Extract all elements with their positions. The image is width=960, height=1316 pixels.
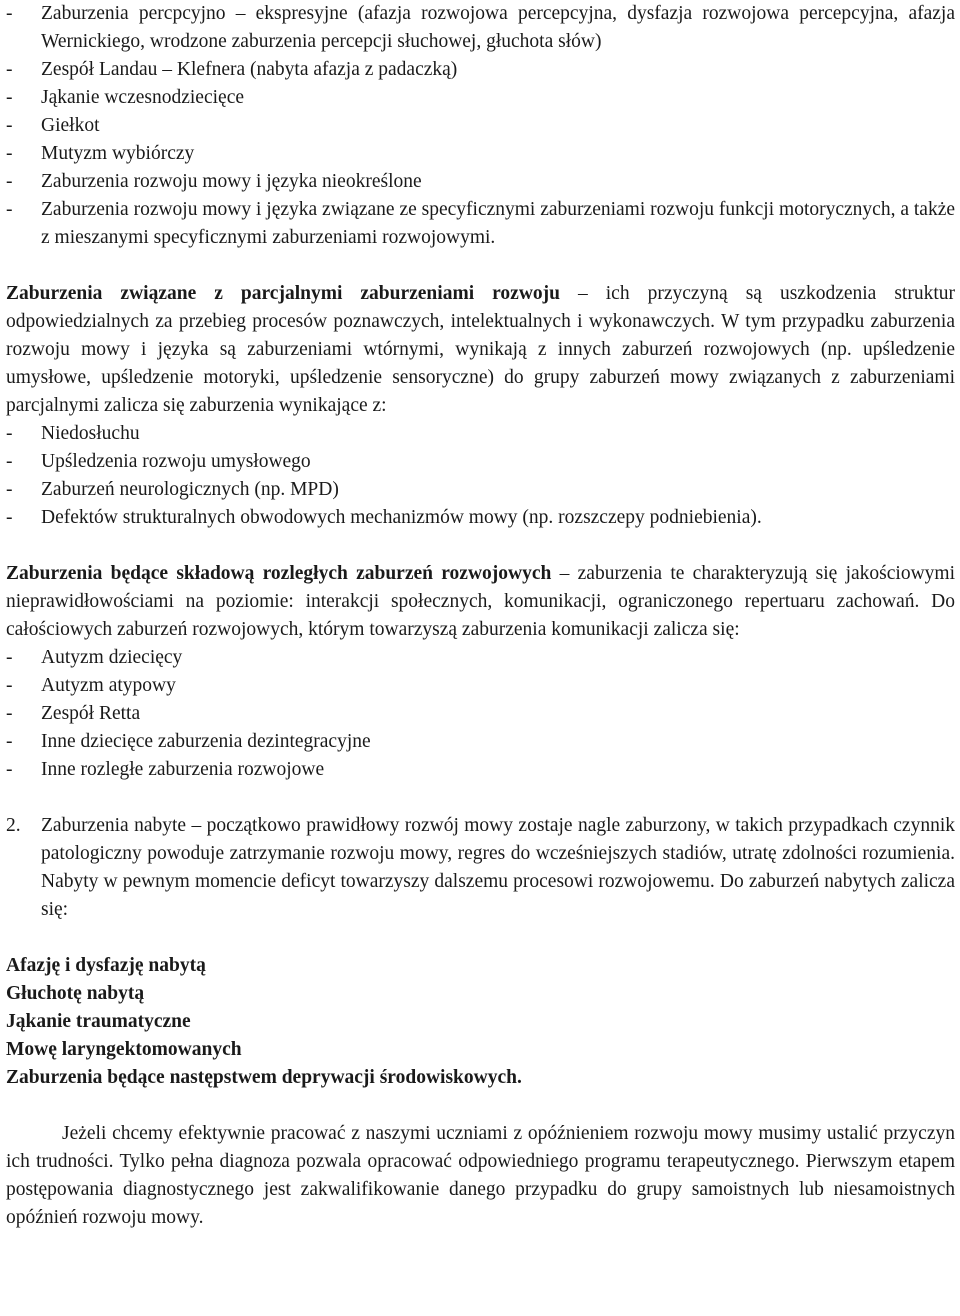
- pervasive-disorders-paragraph: [6, 560, 955, 644]
- acquired-item: Afazję i dysfazję nabytą: [6, 955, 206, 976]
- spacer: [6, 252, 955, 280]
- list-item: - Zespół Landau – Klefnera (nabyta afazja z padaczką): [6, 56, 955, 84]
- acquired-disorders-paragraph: [6, 812, 955, 924]
- spacer: [6, 532, 955, 560]
- partial-disorders-heading: Zaburzenia związane z parcjalnymi zaburzeniami rozwoju: [6, 283, 560, 304]
- list-item: - Zaburzeń neurologicznych (np. MPD): [6, 476, 955, 504]
- disorder-list-top: [6, 0, 955, 252]
- list-item: - Mutyzm wybiórczy: [6, 140, 955, 168]
- list-item: - Autyzm dziecięcy: [6, 644, 955, 672]
- list-item: - Autyzm atypowy: [6, 672, 955, 700]
- closing-paragraph: Jeżeli chcemy efektywnie pracować z naszymi uczniami z opóźnieniem rozwoju mowy musimy ustalić przyczyn ich trudności. Tylko pełna diagnoza pozwala opracować odpowiedniego programu terapeutycznego. Pierwszym etapem postępowania diagnostycznego jest zakwalifikowanie danego przypadku do grupy samoistnych lub niesamoistnych opóźnień rozwoju mowy.: [6, 1123, 955, 1228]
- acquired-disorders-list: [6, 952, 955, 1092]
- list-item: - Zaburzenia rozwoju mowy i języka związane ze specyficznymi zaburzeniami rozwoju funkcji motorycznych, a także z mieszanymi specyficznymi zaburzeniami rozwojowymi.: [6, 196, 955, 252]
- partial-disorders-list: [6, 420, 955, 532]
- acquired-item: Mowę laryngektomowanych: [6, 1039, 242, 1060]
- list-item: - Inne dziecięce zaburzenia dezintegracyjne: [6, 728, 955, 756]
- pervasive-disorders-list: [6, 644, 955, 784]
- pervasive-disorders-text: – zaburzenia te charakteryzują się jakościowymi nieprawidłowościami na poziomie: interakcji społecznych, komunikacji, ograniczonego repertuaru zachowań. Do całościowych zaburzeń rozwojowych, którym towarzyszą zaburzenia komunikacji zalicza się:: [6, 563, 956, 640]
- list-item: - Zaburzenia percpcyjno – ekspresyjne (afazja rozwojowa percepcyjna, dysfazja rozwojowa percepcyjna, afazja Wernickiego, wrodzone zaburzenia percepcji słuchowej, głuchota słów): [6, 0, 955, 56]
- partial-disorders-text: – ich przyczyną są uszkodzenia struktur odpowiedzialnych za przebieg procesów poznawczych, intelektualnych i wykonawczych. W tym przypadku zaburzenia rozwoju mowy i języka są zaburzeniami wtórnymi, wynikają z innych zaburzeń rozwojowych (np. upśledzenie umysłowe, upśledzenie motoryki, upśledzenie sensoryczne) do grupy zaburzeń mowy związanych z zaburzeniami parcjalnymi zalicza się zaburzenia wynikające z:: [6, 283, 955, 416]
- list-item: - Jąkanie wczesnodziecięce: [6, 84, 955, 112]
- list-item: - Zespół Retta: [6, 700, 955, 728]
- list-item: - Defektów strukturalnych obwodowych mechanizmów mowy (np. rozszczepy podniebienia).: [6, 504, 955, 532]
- partial-disorders-paragraph: [6, 280, 955, 420]
- list-item: - Niedosłuchu: [6, 420, 955, 448]
- list-item: - Upśledzenia rozwoju umysłowego: [6, 448, 955, 476]
- list-item: - Giełkot: [6, 112, 955, 140]
- spacer: [6, 784, 955, 812]
- list-item: - Inne rozległe zaburzenia rozwojowe: [6, 756, 955, 784]
- spacer: [6, 924, 955, 952]
- acquired-disorders-text: Zaburzenia nabyte – początkowo prawidłowy rozwój mowy zostaje nagle zaburzony, w takich przypadkach czynnik patologiczny powoduje zatrzymanie rozwoju mowy, regres do wcześniejszych stadiów, utratę zdolności rozumienia. Nabyty w pewnym momencie deficyt towarzyszy dalszemu procesowi rozwojowemu. Do zaburzeń nabytych zalicza się:: [41, 815, 955, 920]
- spacer: [6, 1092, 955, 1120]
- section-number: 2.: [6, 815, 21, 836]
- list-item: - Zaburzenia rozwoju mowy i języka nieokreślone: [6, 168, 955, 196]
- acquired-item: Jąkanie traumatyczne: [6, 1011, 191, 1032]
- acquired-item: Zaburzenia będące następstwem deprywacji środowiskowych.: [6, 1067, 522, 1088]
- pervasive-disorders-heading: Zaburzenia będące składową rozległych zaburzeń rozwojowych: [6, 563, 552, 584]
- acquired-item: Głuchotę nabytą: [6, 983, 145, 1004]
